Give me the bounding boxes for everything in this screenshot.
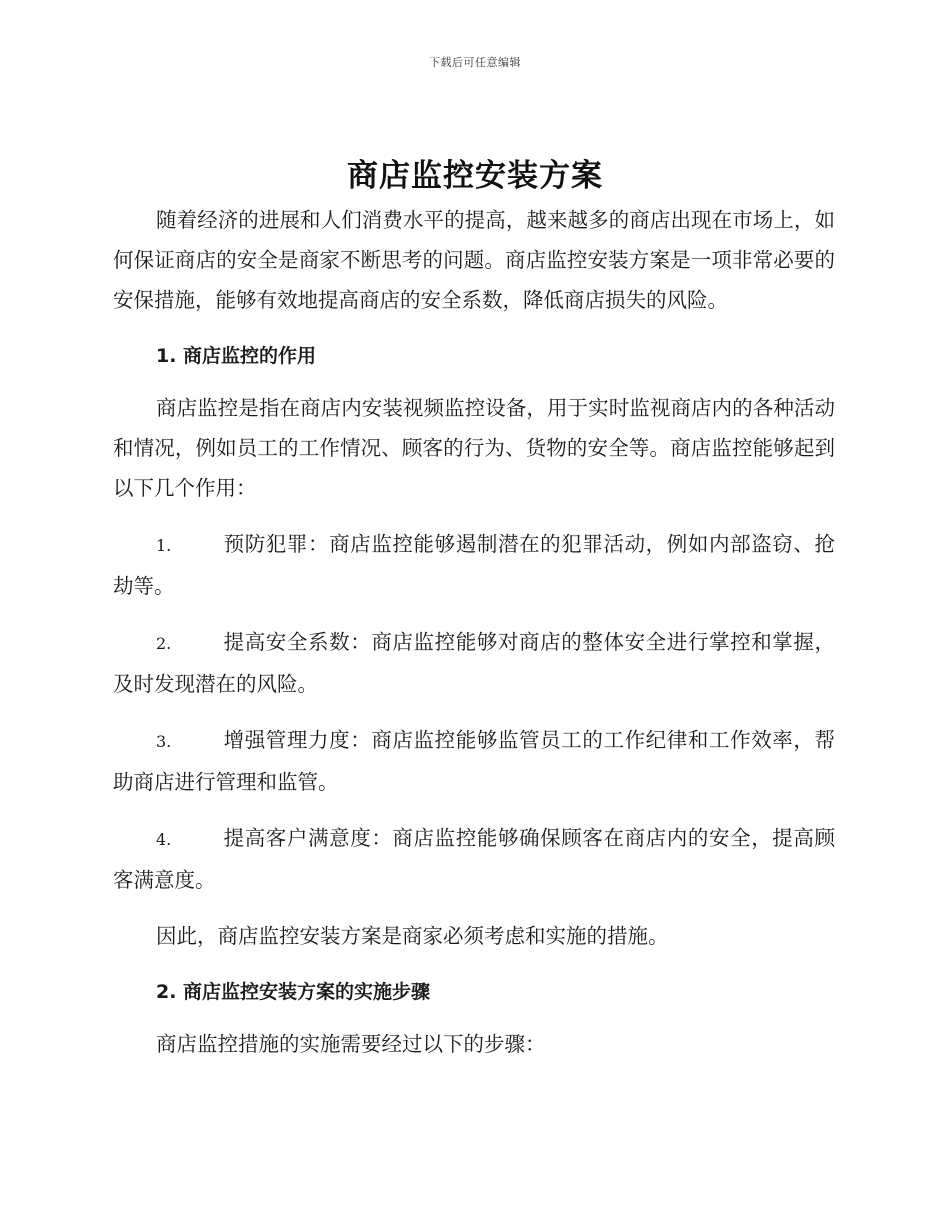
- list-number: 4.: [156, 830, 172, 849]
- list-text: 预防犯罪：商店监控能够遏制潜在的犯罪活动，例如内部盗窃、抢劫等。: [113, 532, 835, 598]
- list-text: 提高客户满意度：商店监控能够确保顾客在商店内的安全，提高顾客满意度。: [113, 826, 835, 892]
- list-text: 增强管理力度：商店监控能够监管员工的工作纪律和工作效率，帮助商店进行管理和监管。: [113, 728, 835, 794]
- document-body: [113, 200, 835, 1064]
- list-number: 3.: [156, 732, 172, 751]
- list-item-1: [113, 524, 835, 606]
- document-title: 商店监控安装方案: [347, 158, 603, 194]
- section-2-heading: 2. 商店监控安装方案的实施步骤: [156, 981, 431, 1003]
- section-1-paragraph: 商店监控是指在商店内安装视频监控设备，用于实时监视商店内的各种活动和情况，例如员工的工作情况、顾客的行为、货物的安全等。商店监控能够起到以下几个作用：: [113, 396, 835, 500]
- list-item-2: [113, 622, 835, 704]
- list-item-4: [113, 818, 835, 900]
- section-2-paragraph: 商店监控措施的实施需要经过以下的步骤：: [156, 1032, 546, 1056]
- list-text: 提高安全系数：商店监控能够对商店的整体安全进行掌控和掌握，及时发现潜在的风险。: [113, 630, 835, 696]
- list-number: 2.: [156, 634, 172, 653]
- header-note: 下载后可任意编辑: [429, 56, 521, 69]
- list-number: 1.: [156, 536, 172, 555]
- section-1-conclusion: 因此，商店监控安装方案是商家必须考虑和实施的措施。: [156, 924, 669, 948]
- list-item-3: [113, 720, 835, 802]
- section-1-heading: 1. 商店监控的作用: [156, 345, 317, 367]
- intro-paragraph: 随着经济的进展和人们消费水平的提高，越来越多的商店出现在市场上，如何保证商店的安全是商家不断思考的问题。商店监控安装方案是一项非常必要的安保措施，能够有效地提高商店的安全系数，降低商店损失的风险。: [113, 208, 835, 312]
